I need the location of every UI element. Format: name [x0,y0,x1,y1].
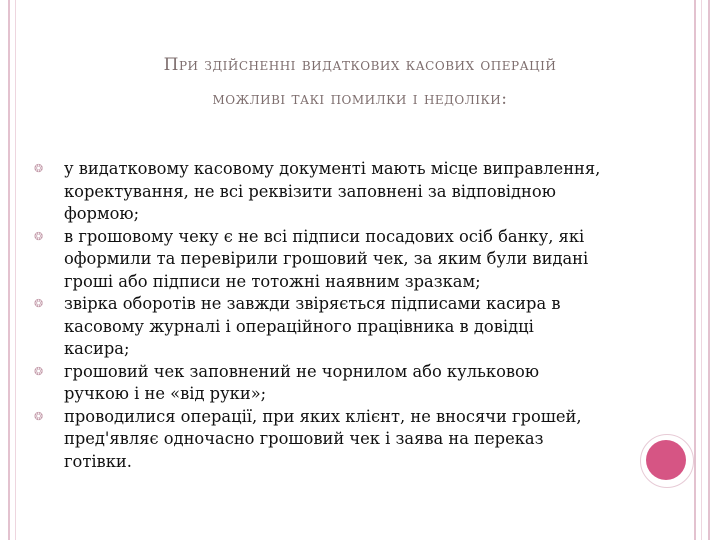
frame-line-right [694,0,696,540]
decorative-circle [646,440,686,480]
list-item-text: звірка оборотів не завжди звіряється підписами касира в касовому журналі і операційного працівника в довідці касира; [64,294,561,358]
slide-title-line-2: можливі такі помилки і недоліки: [212,89,508,109]
bullet-list [34,158,604,473]
list-item [34,293,604,361]
decorative-bullet-icon: ❂ [34,162,44,175]
frame-line-left-inner [15,0,16,540]
decorative-bullet-icon: ❂ [34,364,44,378]
slide-title [40,48,680,116]
decorative-bullet-icon: ❂ [34,409,44,423]
list-item [34,158,604,226]
list-item [34,406,604,474]
list-item-text: в грошовому чеку є не всі підписи посадових осіб банку, які оформили та перевірили грошовий чек, за яким були видані гроші або підписи не тотожні наявним зразкам; [64,226,589,291]
list-item-text: грошовий чек заповнений не чорнилом або кульковою ручкою і не «від руки»; [64,361,540,403]
list-item-text: проводилися операції, при яких клієнт, не вносячи грошей, пред'являє одночасно грошовий чек і заява на переказ готівки. [64,406,582,471]
list-item [34,361,604,406]
slide-title-line-1: При здійсненні видаткових касових операцій [163,55,557,75]
decorative-bullet-icon: ❂ [34,229,44,243]
list-item-text: у видатковому касовому документі мають місце виправлення, коректування, не всі реквізити заповнені за відповідною формою; [64,159,601,223]
list-item [34,226,604,294]
frame-line-right-middle [701,0,702,540]
decorative-bullet-icon: ❂ [34,297,44,310]
frame-line-right-outer [708,0,710,540]
frame-line-left [8,0,10,540]
